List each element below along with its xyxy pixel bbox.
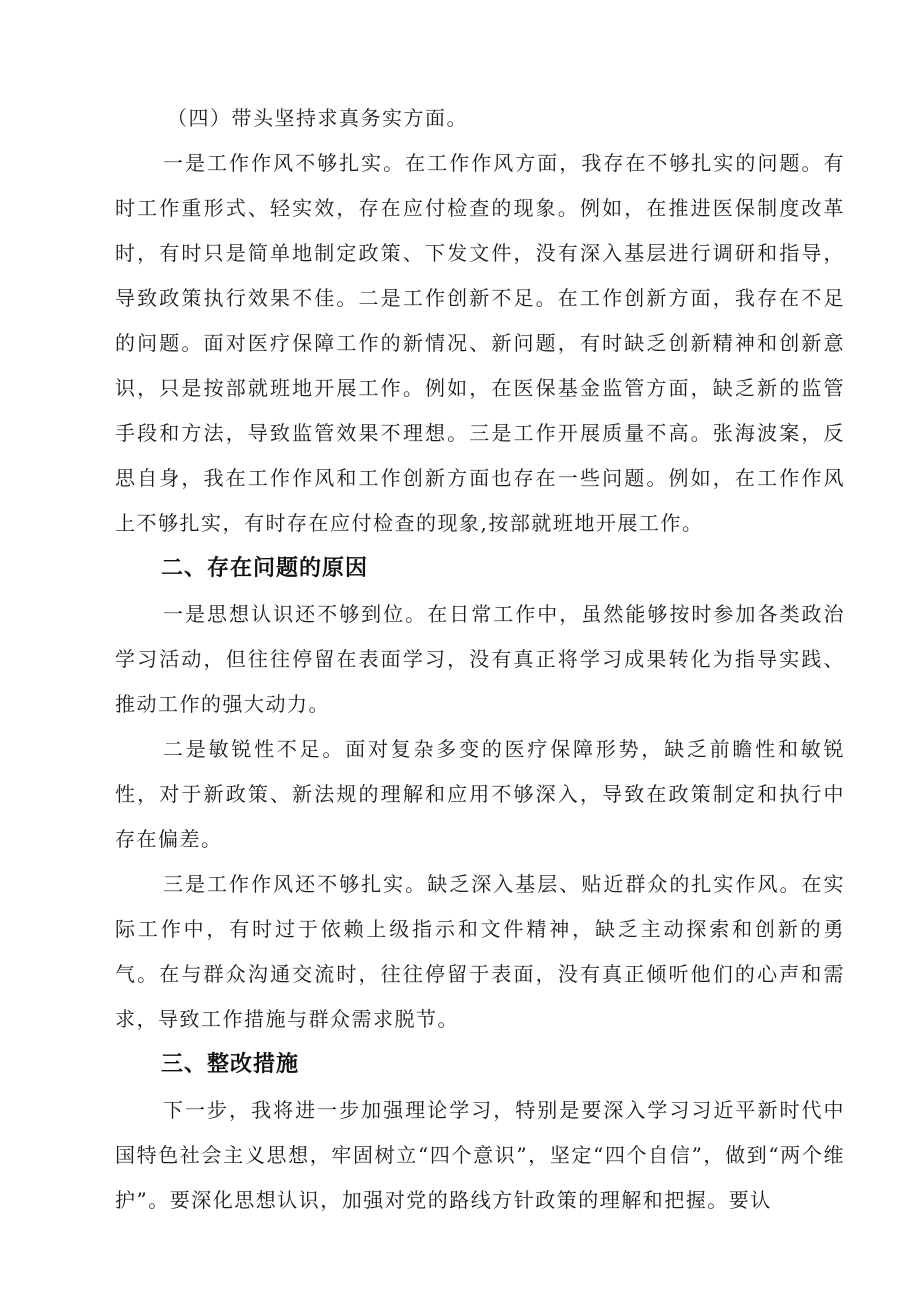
paragraph-cause-one: 一是思想认识还不够到位。在日常工作中，虽然能够按时参加各类政治学习活动，但往往停留在表面学习，没有真正将学习成果转化为指导实践、推动工作的强大动力。 [115,602,845,716]
paragraph-measures: 下一步，我将进一步加强理论学习，特别是要深入学习习近平新时代中国特色社会主义思想，牢固树立“四个意识”，坚定“四个自信”，做到“两个维护”。要深化思想认识，加强对党的路线方针政策的理解和把握。要认 [115,1098,845,1212]
document-body [115,96,845,1223]
section-four-title: （四）带头坚持求真务实方面。 [167,106,468,130]
heading-problem-causes: 二、存在问题的原因 [161,556,369,581]
paragraph-work-style: 一是工作作风不够扎实。在工作作风方面，我存在不够扎实的问题。有时工作重形式、轻实效，存在应付检查的现象。例如，在推进医保制度改革时，有时只是简单地制定政策、下发文件，没有深入基层进行调研和指导，导致政策执行效果不佳。二是工作创新不足。在工作创新方面，我存在不足的问题。面对医疗保障工作的新情况、新问题，有时缺乏创新精神和创新意识，只是按部就班地开展工作。例如，在医保基金监管方面，缺乏新的监管手段和方法，导致监管效果不理想。三是工作开展质量不高。张海波案，反思自身，我在工作作风和工作创新方面也存在一些问题。例如，在工作作风上不够扎实，有时存在应付检查的现象,按部就班地开展工作。 [115,151,845,535]
paragraph-cause-three: 三是工作作风还不够扎实。缺乏深入基层、贴近群众的扎实作风。在实际工作中，有时过于依赖上级指示和文件精神，缺乏主动探索和创新的勇气。在与群众沟通交流时，往往停留于表面，没有真正倾听他们的心声和需求，导致工作措施与群众需求脱节。 [115,872,845,1031]
paragraph-cause-two: 二是敏锐性不足。面对复杂多变的医疗保障形势，缺乏前瞻性和敏锐性，对于新政策、新法规的理解和应用不够深入，导致在政策制定和执行中存在偏差。 [115,737,845,851]
heading-rectification-measures: 三、整改措施 [161,1052,300,1077]
